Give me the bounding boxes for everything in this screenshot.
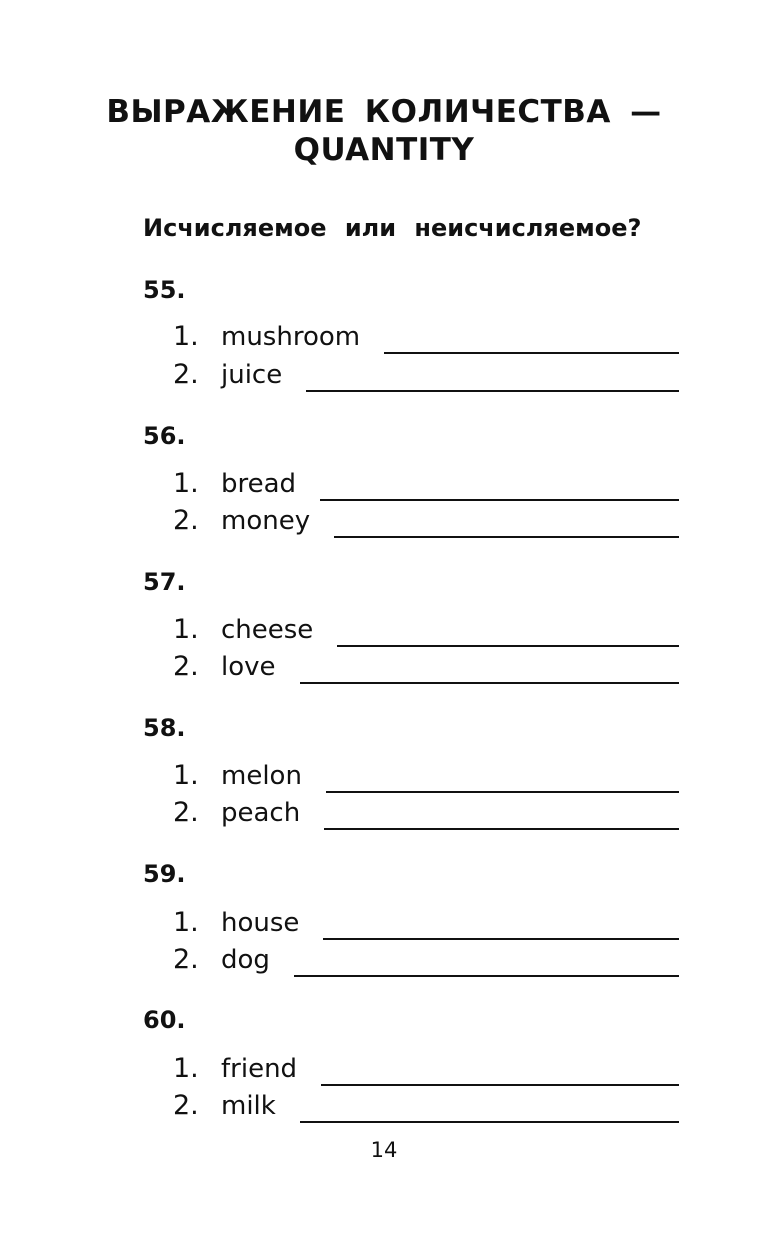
- item-word: cheese: [221, 615, 314, 645]
- item-number: 1.: [173, 907, 199, 938]
- exercise-number: 56.: [143, 422, 186, 450]
- exercise-item: [173, 358, 679, 392]
- item-number: 2.: [173, 797, 199, 828]
- item-word: house: [221, 908, 300, 938]
- answer-blank[interactable]: [334, 512, 679, 538]
- page-title-line-1: ВЫРАЖЕНИЕ КОЛИЧЕСТВА —: [106, 94, 662, 130]
- exercise-item: [173, 796, 679, 830]
- answer-blank[interactable]: [384, 328, 679, 354]
- item-word: love: [221, 652, 276, 682]
- item-number: 2.: [173, 944, 199, 975]
- exercise-item: [173, 906, 679, 940]
- exercise-item: [173, 1089, 679, 1123]
- exercise-item: [173, 613, 679, 647]
- exercise-56: [143, 420, 683, 536]
- item-number: 1.: [173, 614, 199, 645]
- item-word: melon: [221, 761, 302, 791]
- exercise-item: [173, 504, 679, 538]
- exercise-number: 58.: [143, 714, 186, 742]
- item-number: 2.: [173, 505, 199, 536]
- item-number: 2.: [173, 651, 199, 682]
- exercise-number: 55.: [143, 276, 186, 304]
- item-word: mushroom: [221, 322, 361, 352]
- item-word: peach: [221, 798, 301, 828]
- answer-blank[interactable]: [321, 1060, 679, 1086]
- exercise-number: 57.: [143, 568, 186, 596]
- item-word: milk: [221, 1091, 276, 1121]
- exercise-57: [143, 566, 683, 682]
- answer-blank[interactable]: [323, 914, 679, 940]
- item-word: friend: [221, 1054, 298, 1084]
- answer-blank[interactable]: [300, 1097, 679, 1123]
- item-number: 2.: [173, 359, 199, 390]
- item-number: 2.: [173, 1090, 199, 1121]
- answer-blank[interactable]: [306, 366, 679, 392]
- exercise-59: [143, 858, 683, 975]
- item-number: 1.: [173, 1053, 199, 1084]
- answer-blank[interactable]: [294, 951, 679, 977]
- section-subtitle: Исчисляемое или неисчисляемое?: [143, 214, 642, 242]
- exercise-item: [173, 650, 679, 684]
- item-number: 1.: [173, 468, 199, 499]
- exercise-item: [173, 759, 679, 793]
- exercise-number: 60.: [143, 1006, 186, 1034]
- page-number: 14: [370, 1138, 398, 1162]
- answer-blank[interactable]: [300, 658, 679, 684]
- exercise-55: [143, 274, 683, 390]
- item-word: dog: [221, 945, 270, 975]
- exercise-item: [173, 1052, 679, 1086]
- exercise-58: [143, 712, 683, 828]
- answer-blank[interactable]: [337, 621, 679, 647]
- answer-blank[interactable]: [324, 804, 679, 830]
- answer-blank[interactable]: [320, 475, 679, 501]
- exercise-item: [173, 467, 679, 501]
- page-title-line-2: QUANTITY: [293, 132, 475, 168]
- exercise-number: 59.: [143, 860, 186, 888]
- item-word: bread: [221, 469, 297, 499]
- item-number: 1.: [173, 760, 199, 791]
- item-word: money: [221, 506, 311, 536]
- exercise-item: [173, 320, 679, 354]
- answer-blank[interactable]: [326, 767, 679, 793]
- item-number: 1.: [173, 321, 199, 352]
- exercise-60: [143, 1004, 683, 1121]
- item-word: juice: [221, 360, 283, 390]
- exercise-item: [173, 943, 679, 977]
